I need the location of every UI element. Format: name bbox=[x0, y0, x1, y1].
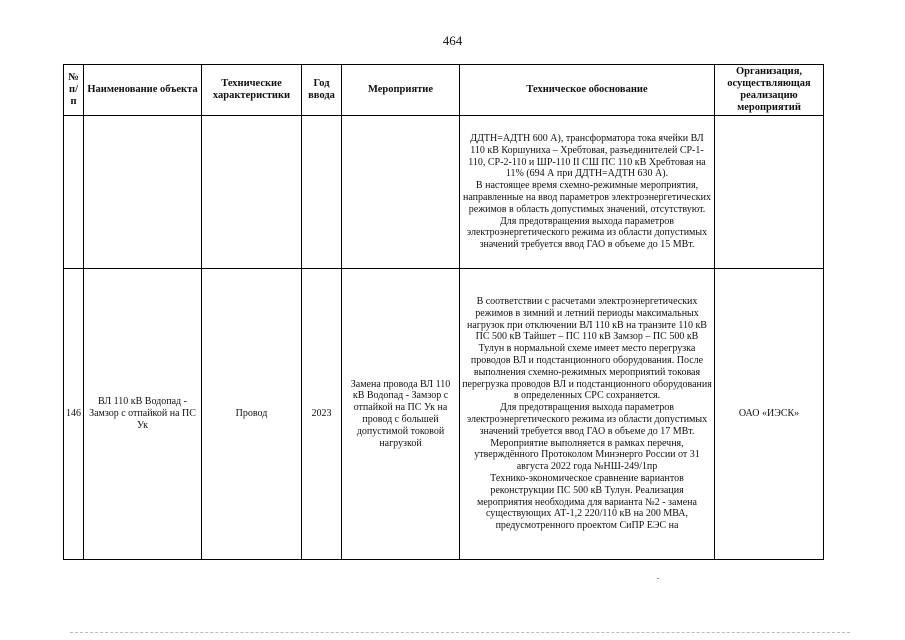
header-measure: Мероприятие bbox=[342, 65, 460, 116]
cell-year: 2023 bbox=[302, 269, 342, 560]
table-row bbox=[64, 269, 824, 560]
justification-paragraph: Мероприятие выполняется в рамках перечня, утверждённого Протоколом Минэнерго России от 31 августа 2022 года №НШ-249/1пр bbox=[474, 437, 700, 473]
justification-paragraph: ДДТН=АДТН 600 А), трансформатора тока ячейки ВЛ 110 кВ Коршуниха – Хребтовая, разъединителей СР-1-110, СР-2-110 и ШР-110 II СШ ПС 110 кВ Хребтовая на 11% (694 А при ДДТН=АДТН 630 А). bbox=[468, 133, 706, 180]
header-number: № п/п bbox=[64, 65, 84, 116]
cell-object-name: ВЛ 110 кВ Водопад - Замзор с отпайкой на ПС Ук bbox=[84, 269, 202, 560]
justification-paragraph: Для предотвращения выхода параметров электроэнергетического режима из области допустимых значений требуется ввод ГАО в объеме до 17 МВт. bbox=[466, 402, 708, 437]
cell-justification bbox=[460, 116, 715, 269]
cell-specs bbox=[202, 116, 302, 269]
cell-justification bbox=[460, 269, 715, 560]
cell-object-name bbox=[84, 116, 202, 269]
cell-number: 146 bbox=[64, 269, 84, 560]
page-number: 464 bbox=[442, 33, 463, 48]
cell-number bbox=[64, 116, 84, 269]
justification-paragraph: В настоящее время схемно-режимные мероприятия, направленные на ввод параметров электроэнергетических режимов в область допустимых значений, отсутствуют. bbox=[463, 180, 711, 215]
header-object-name: Наименование объекта bbox=[84, 65, 202, 116]
table-row bbox=[64, 116, 824, 269]
scan-edge-line bbox=[70, 632, 850, 633]
table-header-row bbox=[64, 65, 824, 116]
scan-speck bbox=[657, 578, 659, 579]
measures-table bbox=[63, 64, 824, 560]
justification-paragraph: Для предотвращения выхода параметров электроэнергетического режима из области допустимых значений требуется ввод ГАО в объеме до 15 МВт. bbox=[466, 215, 708, 251]
cell-organization: ОАО «ИЭСК» bbox=[715, 269, 824, 560]
header-specs: Технические характеристики bbox=[202, 65, 302, 116]
cell-year bbox=[302, 116, 342, 269]
cell-specs: Провод bbox=[202, 269, 302, 560]
cell-measure bbox=[342, 116, 460, 269]
header-organization: Организация, осуществляющая реализацию мероприятий bbox=[715, 65, 824, 116]
justification-paragraph: В соответствии с расчетами электроэнергетических режимов в зимний и летний периоды максимальных нагрузок при отключении ВЛ 110 кВ на транзите 110 кВ ПС 500 кВ Тайшет – ПС 110 кВ Замзор – ПС 500 кВ Тулун в нормальной схеме имеет место перегрузка проводов ВЛ и подстанционного оборудования. После выполнения схемно-режимных мероприятий токовая перегрузка проводов ВЛ и подстанционного оборудования в определенных СРС сохраняется. bbox=[462, 296, 712, 402]
header-justification: Техническое обоснование bbox=[460, 65, 715, 116]
cell-measure: Замена провода ВЛ 110 кВ Водопад - Замзор с отпайкой на ПС Ук на провод с большей допустимой токовой нагрузкой bbox=[342, 269, 460, 560]
header-year: Год ввода bbox=[302, 65, 342, 116]
cell-organization bbox=[715, 116, 824, 269]
justification-paragraph: Технико-экономическое сравнение вариантов реконструкции ПС 500 кВ Тулун. Реализация мероприятия необходима для варианта №2 - замена существующих АТ-1,2 220/110 кВ на 200 МВА, предусмотренного проектом СиПР ЕЭС на bbox=[477, 472, 697, 532]
